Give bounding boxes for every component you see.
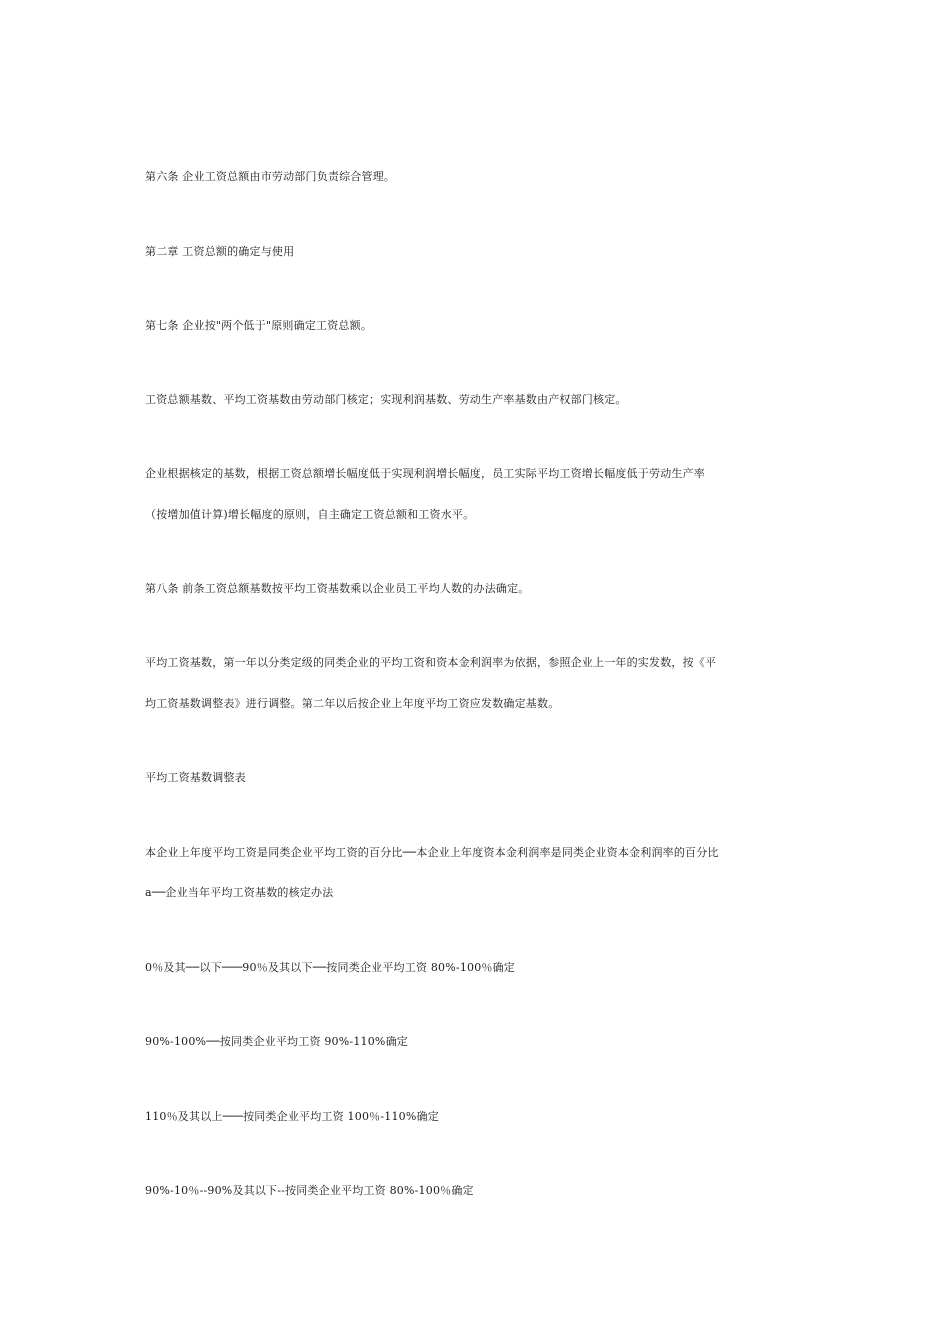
- paragraph-average-wage-line-1: 平均工资基数，第一年以分类定级的同类企业的平均工资和资本金利润率为依据，参照企业上一年的实发数，按《平: [145, 656, 717, 669]
- adjustment-table-title: 平均工资基数调整表: [145, 771, 246, 784]
- adjustment-table-row-1: 0％及其──以下───90％及其以下──按同类企业平均工资 80%-100％确定: [145, 961, 516, 974]
- article-6-text: 第六条 企业工资总额由市劳动部门负责综合管理。: [145, 170, 396, 183]
- chapter-2-heading: 第二章 工资总额的确定与使用: [145, 245, 295, 258]
- article-8-text: 第八条 前条工资总额基数按平均工资基数乘以企业员工平均人数的办法确定。: [145, 582, 530, 595]
- paragraph-base-approval: 工资总额基数、平均工资基数由劳动部门核定；实现利润基数、劳动生产率基数由产权部门核定。: [145, 393, 627, 406]
- adjustment-table-row-3: 110％及其以上───按同类企业平均工资 100％-110%确定: [145, 1110, 439, 1123]
- paragraph-enterprise-basis-line-2: （按增加值计算)增长幅度的原则，自主确定工资总额和工资水平。: [145, 508, 475, 521]
- article-7-text: 第七条 企业按"两个低于"原则确定工资总额。: [145, 319, 373, 332]
- adjustment-table-row-4: 90%-10％--90%及其以下--按同类企业平均工资 80%-100％确定: [145, 1184, 474, 1197]
- paragraph-enterprise-basis-line-1: 企业根据核定的基数，根据工资总额增长幅度低于实现利润增长幅度，员工实际平均工资增长幅度低于劳动生产率: [145, 467, 705, 480]
- adjustment-table-header-line-1: 本企业上年度平均工资是同类企业平均工资的百分比──本企业上年度资本金利润率是同类企业资本金利润率的百分比: [145, 846, 719, 859]
- adjustment-table-row-2: 90%-100%──按同类企业平均工资 90%-110%确定: [145, 1035, 408, 1048]
- adjustment-table-header-line-2: a──企业当年平均工资基数的核定办法: [145, 886, 334, 899]
- paragraph-average-wage-line-2: 均工资基数调整表》进行调整。第二年以后按企业上年度平均工资应发数确定基数。: [145, 697, 560, 710]
